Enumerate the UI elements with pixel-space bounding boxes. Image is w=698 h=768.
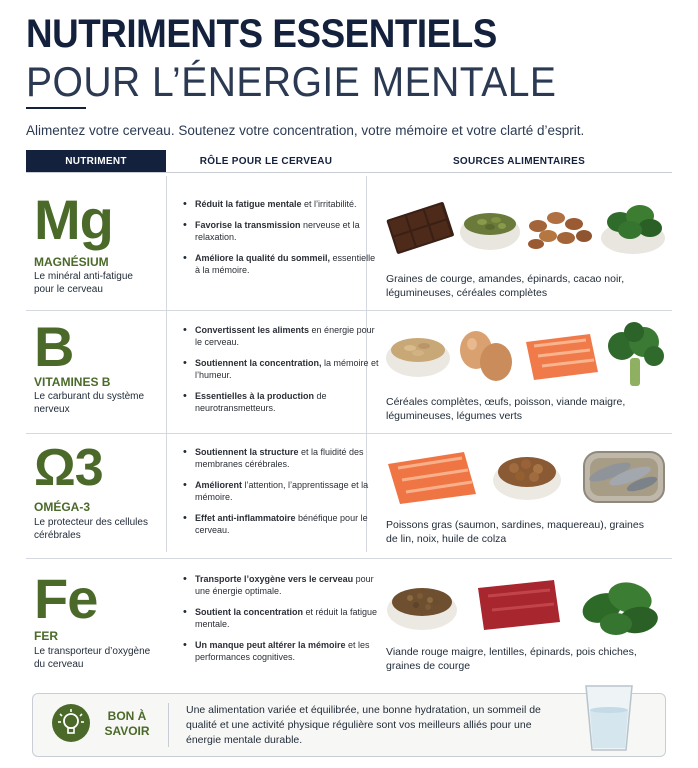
list-item: • Effet anti-inflammatoire bénéfique pour le cerveau. bbox=[181, 512, 381, 536]
tip-divider bbox=[168, 703, 169, 747]
nutrient-symbol: Fe bbox=[34, 567, 98, 630]
intro-text: Alimentez votre cerveau. Soutenez votre concentration, votre mémoire et votre clarté d’esprit. bbox=[26, 123, 585, 138]
nutrient-description: Le minéral anti-fatigue pour le cerveau bbox=[34, 271, 133, 295]
role-list bbox=[181, 198, 381, 285]
spinach-bowl-icon bbox=[598, 196, 668, 258]
list-item: • Améliore la qualité du sommeil, essentielle à la mémoire. bbox=[181, 252, 381, 276]
header-divider bbox=[26, 172, 672, 173]
header-nutrient: NUTRIMENT bbox=[26, 150, 166, 172]
pumpkin-seeds-bowl-icon bbox=[458, 204, 522, 252]
lentils-bowl-icon bbox=[384, 576, 460, 634]
salmon-fillet-icon bbox=[384, 448, 480, 508]
whole-grains-bowl-icon bbox=[384, 328, 452, 380]
lightbulb-icon bbox=[52, 704, 90, 742]
nutrient-symbol: Mg bbox=[34, 188, 113, 251]
broccoli-icon bbox=[604, 322, 668, 388]
nutrient-description: Le carburant du système nerveux bbox=[34, 391, 145, 415]
role-list bbox=[181, 573, 381, 672]
walnuts-bowl-icon bbox=[490, 444, 564, 504]
nutrient-name: VITAMINES B bbox=[34, 375, 111, 389]
almonds-icon bbox=[522, 204, 596, 254]
red-meat-icon bbox=[470, 574, 566, 636]
nutrient-name: MAGNÉSIUM bbox=[34, 255, 109, 269]
list-item: • Convertissent les aliments en énergie pour le cerveau. bbox=[181, 324, 381, 348]
title-underline bbox=[26, 107, 86, 109]
list-item: • Favorise la transmission nerveuse et la relaxation. bbox=[181, 219, 381, 243]
dark-chocolate-icon bbox=[384, 196, 456, 258]
header-sources: SOURCES ALIMENTAIRES bbox=[452, 155, 586, 167]
sardines-tin-icon bbox=[580, 444, 668, 510]
nutrient-description: Le protecteur des cellules cérébrales bbox=[34, 517, 148, 541]
list-item: • Essentielles à la production de neurotransmetteurs. bbox=[181, 390, 381, 414]
role-list bbox=[181, 446, 381, 545]
food-sources-text: Poissons gras (saumon, sardines, maquereau), graines de lin, noix, huile de colza bbox=[386, 519, 644, 545]
tip-title: BON À SAVOIR bbox=[104, 709, 150, 738]
nutrient-name: FER bbox=[34, 629, 58, 643]
food-sources-text: Céréales complètes, œufs, poisson, viande maigre, légumineuses, légumes verts bbox=[386, 396, 626, 422]
header-role: RÔLE POUR LE CERVEAU bbox=[199, 155, 333, 167]
page-title: NUTRIMENTS ESSENTIELS bbox=[26, 12, 497, 56]
list-item: • Soutiennent la concentration, la mémoire et l’humeur. bbox=[181, 357, 381, 381]
list-item: • Réduit la fatigue mentale et l’irritabilité. bbox=[181, 198, 381, 210]
page-subtitle-heading: POUR L’ÉNERGIE MENTALE bbox=[26, 58, 557, 105]
nutrient-name: OMÉGA-3 bbox=[34, 500, 91, 514]
role-list bbox=[181, 324, 381, 423]
spinach-leaves-icon bbox=[576, 572, 668, 642]
water-glass-icon bbox=[580, 680, 638, 756]
salmon-icon bbox=[520, 328, 602, 384]
list-item: • Soutient la concentration et réduit la fatigue mentale. bbox=[181, 606, 381, 630]
table-row bbox=[26, 434, 672, 558]
tip-text: Une alimentation variée et équilibrée, une bonne hydratation, un sommeil de qualité et une activité physique régulière sont vos meilleurs alliés pour une énergie mentale durable. bbox=[186, 704, 541, 746]
eggs-icon bbox=[456, 326, 520, 384]
list-item: • Un manque peut altérer la mémoire et les performances cognitives. bbox=[181, 639, 381, 663]
nutrient-symbol: Ω3 bbox=[34, 439, 103, 497]
food-sources-text: Viande rouge maigre, lentilles, épinards, pois chiches, graines de courge bbox=[386, 646, 637, 672]
nutrient-symbol: B bbox=[34, 315, 74, 378]
nutrient-description: Le transporteur d’oxygène du cerveau bbox=[34, 646, 151, 670]
list-item: • Améliorent l’attention, l’apprentissage et la mémoire. bbox=[181, 479, 381, 503]
food-sources-text: Graines de courge, amandes, épinards, cacao noir, légumineuses, céréales complètes bbox=[386, 273, 625, 299]
list-item: • Soutiennent la structure et la fluidité des membranes cérébrales. bbox=[181, 446, 381, 470]
list-item: • Transporte l’oxygène vers le cerveau pour une énergie optimale. bbox=[181, 573, 381, 597]
